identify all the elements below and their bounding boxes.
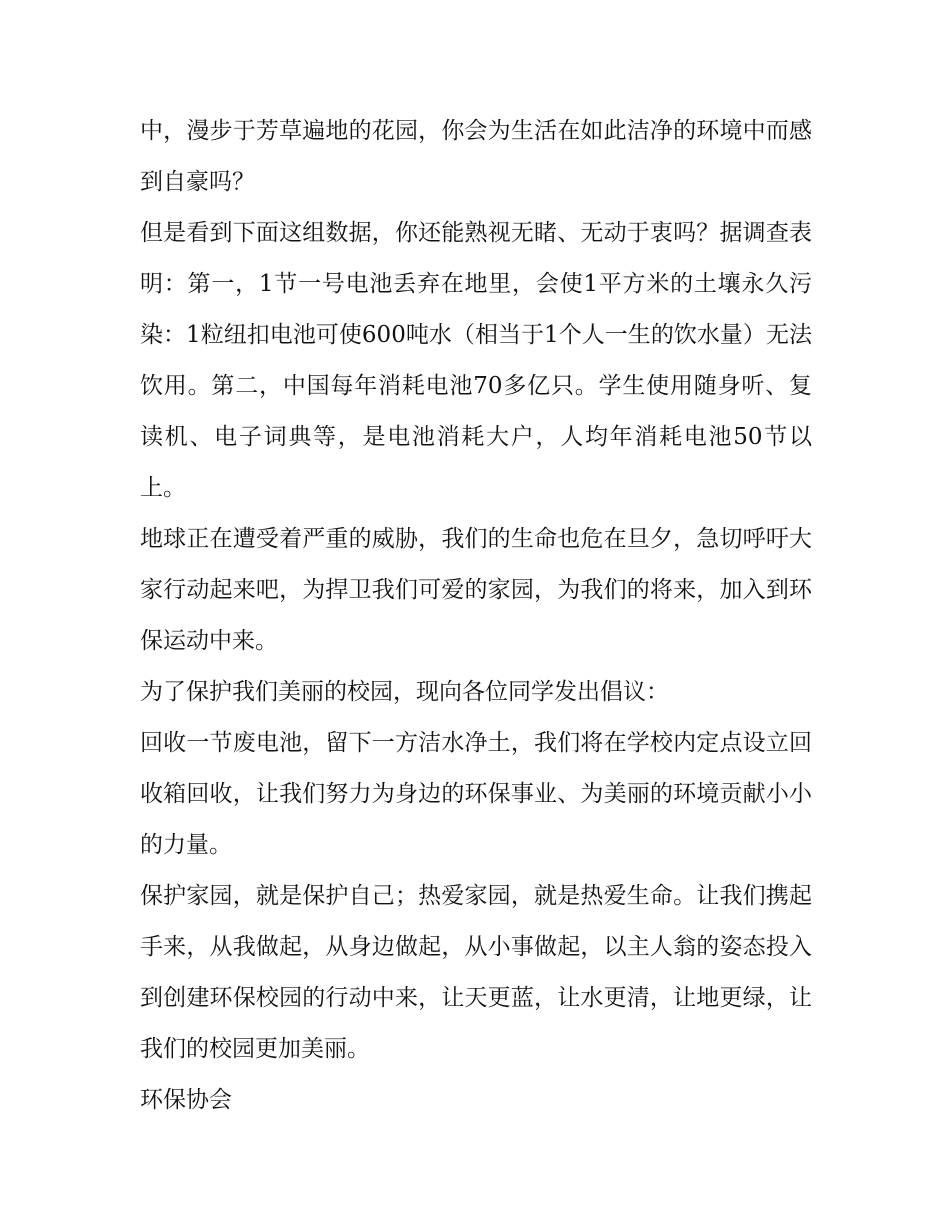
signature: 环保协会: [140, 1087, 232, 1113]
document-body: [140, 106, 812, 1126]
paragraph-recycling: 回收一节废电池，留下一方洁水净土，我们将在学校内定点设立回收箱回收，让我们努力为身边的环保事业、为美丽的环境贡献小小的力量。: [140, 730, 812, 858]
paragraph-battery-data: 但是看到下面这组数据，你还能熟视无睹、无动于衷吗？据调查表明：第一，1节一号电池丢弃在地里，会使1平方米的土壤永久污染：1粒纽扣电池可使600吨水（相当于1个人一生的饮水量）无法饮用。第二，中国每年消耗电池70多亿只。学生使用随身听、复读机、电子词典等，是电池消耗大户，人均年消耗电池50节以上。: [140, 220, 812, 501]
paragraph-call-to-action: 地球正在遭受着严重的威胁，我们的生命也危在旦夕，急切呼吁大家行动起来吧，为捍卫我们可爱的家园，为我们的将来，加入到环保运动中来。: [140, 526, 812, 654]
paragraph-continuation: 中，漫步于芳草遍地的花园，你会为生活在如此洁净的环境中而感到自豪吗？: [140, 118, 812, 195]
paragraph-proposal-intro: 为了保护我们美丽的校园，现向各位同学发出倡议：: [140, 679, 669, 705]
paragraph-closing: 保护家园，就是保护自己；热爱家园，就是热爱生命。让我们携起手来，从我做起，从身边做起，从小事做起，以主人翁的姿态投入到创建环保校园的行动中来，让天更蓝，让水更清，让地更绿，让我们的校园更加美丽。: [140, 883, 812, 1062]
